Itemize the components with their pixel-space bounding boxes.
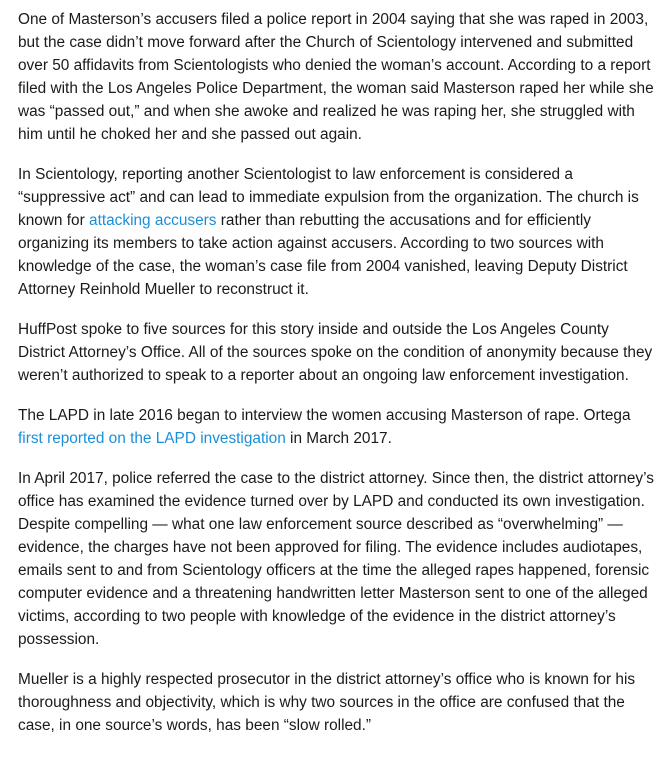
paragraph-4 xyxy=(18,404,658,450)
text-span: In Scientology, reporting another Scientologist to law enforcement is considered a “suppressive act” and can lead to immediate expulsion from the organization. The church is known for xyxy=(18,166,639,229)
text-span: in March 2017. xyxy=(285,430,392,447)
text-span: HuffPost spoke to five sources for this story inside and outside the Los Angeles County District Attorney’s Office. All of the sources spoke on the condition of anonymity because they weren’t authorized to speak to a reporter about an ongoing law enforcement investigation. xyxy=(18,321,653,384)
paragraph-1 xyxy=(18,8,658,146)
text-span: One of Masterson’s accusers filed a police report in 2004 saying that she was raped in 2003, but the case didn’t move forward after the Church of Scientology intervened and submitted over 50 affidavits from Scientologists who denied the woman’s account. According to a report filed with the Los Angeles Police Department, the woman said Masterson raped her while she was “passed out,” and when she awoke and realized he was raping her, she struggled with him until he choked her and she passed out again. xyxy=(18,11,654,143)
text-span: The LAPD in late 2016 began to interview the women accusing Masterson of rape. Ortega xyxy=(18,407,631,424)
paragraph-6 xyxy=(18,668,658,737)
lapd-investigation-link[interactable]: first reported on the LAPD investigation xyxy=(18,430,286,447)
text-span: rather than rebutting the accusations and for efficiently organizing its members to take action against accusers. According to two sources with knowledge of the case, the woman’s case file from 2004 vanished, leaving Deputy District Attorney Reinhold Mueller to reconstruct it. xyxy=(18,212,628,298)
paragraph-5 xyxy=(18,467,658,651)
attacking-accusers-link[interactable]: attacking accusers xyxy=(89,212,217,229)
paragraph-3 xyxy=(18,318,658,387)
text-span: In April 2017, police referred the case to the district attorney. Since then, the district attorney’s office has examined the evidence turned over by LAPD and conducted its own investigation. Despite compelling — what one law enforcement source described as “overwhelming” — evidence, the charges have not been approved for filing. The evidence includes audiotapes, emails sent to and from Scientology officers at the time the alleged rapes happened, forensic computer evidence and a threatening handwritten letter Masterson sent to one of the alleged victims, according to two people with knowledge of the evidence in the district attorney’s possession. xyxy=(18,470,654,648)
paragraph-2 xyxy=(18,163,658,301)
text-span: Mueller is a highly respected prosecutor in the district attorney’s office who is known for his thoroughness and objectivity, which is why two sources in the office are confused that the case, in one source’s words, has been “slow rolled.” xyxy=(18,671,636,734)
